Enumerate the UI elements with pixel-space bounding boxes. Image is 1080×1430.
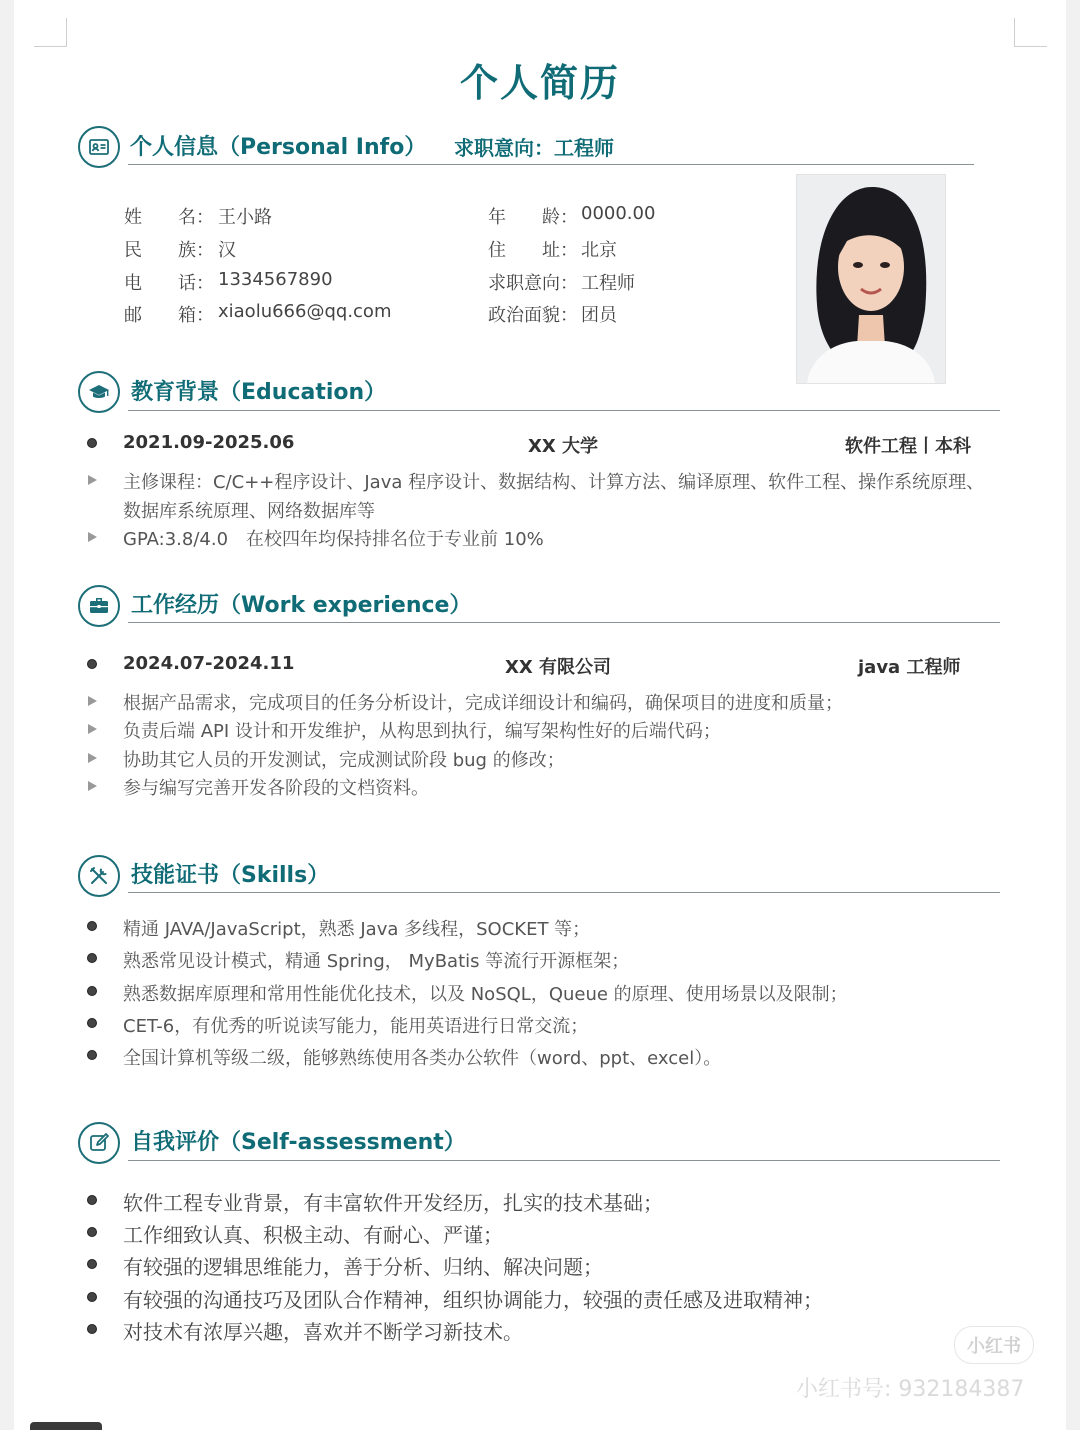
section-divider — [128, 1160, 1000, 1161]
education-courses: 主修课程：C/C++程序设计、Java 程序设计、数据结构、计算方法、编译原理、软件工程、操作系统原理、 — [123, 472, 985, 493]
info-label: 住 址： — [488, 240, 578, 261]
skill-item: 熟悉数据库原理和常用性能优化技术，以及 NoSQL，Queue 的原理、使用场景以及限制； — [123, 984, 848, 1005]
section-divider — [128, 892, 1000, 893]
info-label: 政治面貌： — [488, 305, 578, 326]
education-school: XX 大学 — [528, 436, 599, 457]
education-gpa: GPA:3.8/4.0 在校四年均保持排名位于专业前 10% — [123, 529, 544, 550]
section-divider — [128, 410, 1000, 411]
info-value-political: 团员 — [581, 305, 617, 326]
bullet-icon — [87, 921, 97, 931]
bullet-icon — [87, 659, 97, 669]
resume-page — [14, 0, 1066, 1430]
arrow-bullet-icon — [88, 781, 97, 791]
tools-icon — [78, 855, 120, 897]
arrow-bullet-icon — [88, 696, 97, 706]
work-heading: 工作经历（Work experience） — [131, 593, 472, 618]
section-divider — [128, 164, 974, 165]
bullet-icon — [87, 986, 97, 996]
arrow-bullet-icon — [88, 475, 97, 485]
briefcase-icon — [78, 585, 120, 627]
info-value-phone: 1334567890 — [218, 269, 333, 290]
self-item: 有较强的逻辑思维能力，善于分析、归纳、解决问题； — [123, 1255, 603, 1279]
work-item: 参与编写完善开发各阶段的文档资料。 — [123, 778, 429, 799]
info-value-name: 王小路 — [218, 207, 272, 228]
education-degree: 软件工程丨本科 — [845, 436, 971, 457]
objective-heading: 求职意向：工程师 — [454, 136, 614, 160]
work-item: 协助其它人员的开发测试，完成测试阶段 bug 的修改； — [123, 750, 565, 771]
skills-heading: 技能证书（Skills） — [131, 863, 330, 888]
info-value-ethnicity: 汉 — [218, 240, 236, 261]
page-corner-mark — [1014, 18, 1047, 47]
skill-item: 熟悉常见设计模式，精通 Spring， MyBatis 等流行开源框架； — [123, 951, 630, 972]
bullet-icon — [87, 1050, 97, 1060]
bullet-icon — [87, 1018, 97, 1028]
bullet-icon — [87, 1292, 97, 1302]
resume-title: 个人简历 — [459, 61, 620, 105]
self-assessment-heading: 自我评价（Self-assessment） — [131, 1130, 466, 1155]
education-heading: 教育背景（Education） — [131, 380, 387, 405]
bullet-icon — [87, 438, 97, 448]
id-card-icon — [78, 126, 120, 168]
skill-item: CET-6，有优秀的听说读写能力，能用英语进行日常交流； — [123, 1016, 589, 1037]
self-item: 有较强的沟通技巧及团队合作精神，组织协调能力，较强的责任感及进取精神； — [123, 1288, 823, 1312]
self-item: 工作细致认真、积极主动、有耐心、严谨； — [123, 1223, 503, 1247]
work-company: XX 有限公司 — [505, 657, 612, 678]
info-value-age: 0000.00 — [581, 203, 656, 224]
xiaohongshu-badge: 小红书 — [954, 1326, 1034, 1364]
work-period: 2024.07-2024.11 — [123, 653, 295, 674]
work-role: java 工程师 — [858, 657, 961, 678]
self-item: 软件工程专业背景，有丰富软件开发经历，扎实的技术基础； — [123, 1191, 663, 1215]
arrow-bullet-icon — [88, 724, 97, 734]
info-label: 邮 箱： — [124, 305, 214, 326]
education-courses-cont: 数据库系统原理、网络数据库等 — [123, 501, 375, 522]
bottom-handle-bar — [30, 1422, 102, 1430]
info-value-objective: 工程师 — [581, 273, 635, 294]
bullet-icon — [87, 1195, 97, 1205]
work-item: 负责后端 API 设计和开发维护，从构思到执行，编写架构性好的后端代码； — [123, 721, 721, 742]
edit-pencil-icon — [78, 1122, 120, 1164]
education-period: 2021.09-2025.06 — [123, 432, 295, 453]
page-corner-mark — [34, 18, 67, 47]
section-divider — [128, 622, 1000, 623]
info-label: 民 族： — [124, 240, 214, 261]
xiaohongshu-watermark: 小红书号: 932184387 — [796, 1377, 1025, 1402]
bullet-icon — [87, 953, 97, 963]
skill-item: 全国计算机等级二级，能够熟练使用各类办公软件（word、ppt、excel）。 — [123, 1048, 722, 1069]
arrow-bullet-icon — [88, 532, 97, 542]
info-label: 姓 名： — [124, 207, 214, 228]
graduation-cap-icon — [78, 371, 120, 413]
personal-info-heading: 个人信息（Personal Info） — [130, 135, 427, 160]
bullet-icon — [87, 1259, 97, 1269]
info-value-address: 北京 — [581, 240, 617, 261]
bullet-icon — [87, 1227, 97, 1237]
skill-item: 精通 JAVA/JavaScript，熟悉 Java 多线程，SOCKET 等； — [123, 919, 591, 940]
bullet-icon — [87, 1324, 97, 1334]
arrow-bullet-icon — [88, 753, 97, 763]
info-label: 年 龄： — [488, 207, 578, 228]
info-label: 电 话： — [124, 273, 214, 294]
info-label: 求职意向： — [488, 273, 578, 294]
work-item: 根据产品需求，完成项目的任务分析设计，完成详细设计和编码，确保项目的进度和质量； — [123, 693, 843, 714]
self-item: 对技术有浓厚兴趣，喜欢并不断学习新技术。 — [123, 1320, 523, 1344]
info-value-email: xiaolu666@qq.com — [218, 301, 392, 322]
profile-photo — [796, 174, 946, 384]
